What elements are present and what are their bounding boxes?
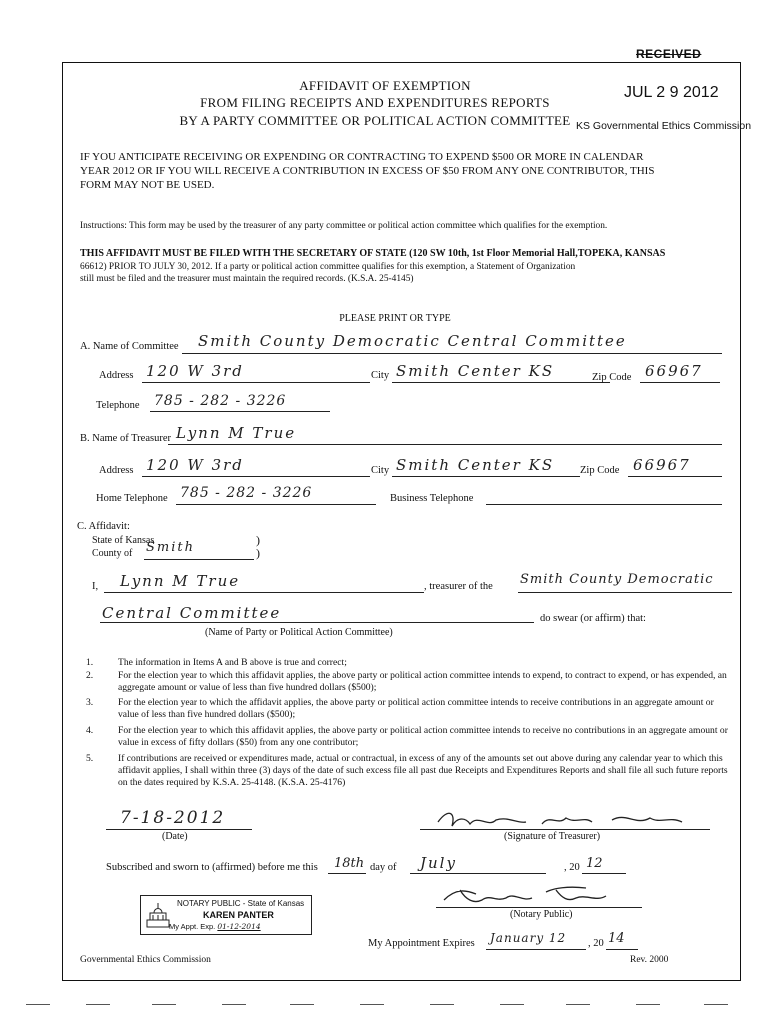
committee-address-label: Address [99, 370, 134, 381]
appointment-year-prefix: , 20 [588, 938, 604, 949]
received-stamp-agency: KS Governmental Ethics Commission [576, 120, 752, 132]
instructions-text: Instructions: This form may be used by the treasurer of any party committee or political action committee which qualifies for the exemption. [80, 221, 608, 231]
treasurer-address-label: Address [99, 465, 134, 476]
scan-dash [290, 1004, 314, 1005]
notary-caption: (Notary Public) [510, 909, 573, 920]
year-line [582, 873, 626, 874]
committee-city-field[interactable]: Smith Center KS [396, 362, 555, 380]
signature-line [420, 829, 710, 830]
please-print-heading: PLEASE PRINT OR TYPE [339, 313, 451, 324]
item-number: 5. [86, 753, 94, 764]
signing-date-line [106, 829, 252, 830]
item-text: If contributions are received or expenditures made, actual or contractual, in excess of any of the amounts set out above during any calendar year to which this affidavit applies, I shall within three (3) days of the date of such excess file all past due Receipts and Expenditures Reports and shall file all such future reports on the dates required by K.S.A. 25-4148. (K.S.A. 25-4176) [118, 753, 728, 788]
list-item [86, 753, 736, 788]
county-field[interactable]: Smith [146, 540, 195, 555]
received-stamp-label: RECEIVED [636, 47, 702, 61]
home-phone-label: Home Telephone [96, 493, 168, 504]
notary-signature-line [436, 907, 642, 908]
warning-line3: FORM MAY NOT BE USED. [80, 179, 215, 191]
treasurer-zip-label: Zip Code [580, 465, 620, 476]
scan-dash [222, 1004, 246, 1005]
county-label: County of [92, 548, 133, 559]
committee-phone-line [150, 411, 330, 412]
treasurer-zip-field[interactable]: 66967 [633, 456, 691, 474]
item-number: 1. [86, 657, 94, 668]
committee-phone-field[interactable]: 785 - 282 - 3226 [154, 393, 287, 409]
date-caption: (Date) [162, 831, 188, 842]
scan-dash [430, 1004, 454, 1005]
committee-name-field[interactable]: Smith County Democratic Central Committee [198, 332, 627, 350]
year-prefix: , 20 [564, 862, 580, 873]
i-label: I, [92, 581, 99, 592]
form-title-line2: FROM FILING RECEIPTS AND EXPENDITURES REPORTS [200, 95, 550, 110]
county-bracket: ) [256, 546, 260, 560]
committee-zip-line [640, 382, 720, 383]
home-phone-line [176, 504, 376, 505]
treasurer-zip-line [628, 476, 722, 477]
affiant-name-field[interactable]: Lynn M True [120, 572, 241, 590]
list-item [86, 670, 736, 694]
filing-line3: still must be filed and the treasurer must maintain the required records. (K.S.A. 25-4145) [80, 274, 414, 284]
appointment-year-field[interactable]: 14 [608, 931, 625, 946]
affiant-name-line [104, 592, 424, 593]
list-item [86, 697, 736, 721]
notary-day-field[interactable]: 18th [334, 856, 365, 871]
treasurer-name-field[interactable]: Lynn M True [176, 424, 297, 442]
scan-dash [26, 1004, 50, 1005]
scan-dash [500, 1004, 524, 1005]
business-phone-line [486, 504, 722, 505]
subscribed-label: Subscribed and sworn to (affirmed) before me this [106, 862, 318, 873]
state-label: State of Kansas [92, 535, 155, 546]
committee-caption: (Name of Party or Political Action Committee) [205, 627, 393, 638]
item-text: The information in Items A and B above is true and correct; [118, 657, 347, 668]
committee-phone-label: Telephone [96, 400, 140, 411]
item-text: For the election year to which the affidavit applies, the above party or political action committee intends to receive contributions in an aggregate amount or value of less than five hundred dollars ($500); [118, 697, 714, 720]
committee-name-label: A. Name of Committee [80, 341, 179, 352]
day-line [328, 873, 366, 874]
form-border [62, 62, 741, 981]
party-name-field[interactable]: Smith County Democratic [520, 572, 714, 587]
scan-dash [86, 1004, 110, 1005]
home-phone-field[interactable]: 785 - 282 - 3226 [180, 485, 313, 501]
party-name-line [518, 592, 732, 593]
warning-line1: IF YOU ANTICIPATE RECEIVING OR EXPENDING OR CONTRACTING TO EXPEND $500 OR MORE IN CALENDAR [80, 151, 644, 163]
item-number: 3. [86, 697, 94, 708]
county-line [144, 559, 254, 560]
treasurer-name-label: B. Name of Treasurer [80, 433, 171, 444]
received-stamp-date: JUL 2 9 2012 [624, 84, 719, 101]
swear-label: do swear (or affirm) that: [540, 613, 646, 624]
committee-line [100, 622, 534, 623]
notary-seal-name: KAREN PANTER [203, 910, 274, 920]
appointment-year-line [606, 949, 638, 950]
business-phone-label: Business Telephone [390, 493, 474, 504]
warning-line2: YEAR 2012 OR IF YOU WILL RECEIVE A CONTRIBUTION IN EXCESS OF $50 FROM ANY ONE CONTRIBUTOR, THIS [80, 165, 655, 177]
month-line [410, 873, 546, 874]
notary-year-field[interactable]: 12 [586, 856, 603, 871]
scan-dash [704, 1004, 728, 1005]
appointment-date-field[interactable]: January 12 [490, 931, 567, 945]
list-item [86, 725, 736, 749]
form-title-line1: AFFIDAVIT OF EXEMPTION [299, 78, 471, 93]
item-number: 4. [86, 725, 94, 736]
state-bracket: ) [256, 533, 260, 547]
treasurer-name-line [168, 444, 722, 445]
list-item [86, 657, 736, 669]
committee-zip-label: Zip Code [592, 372, 632, 383]
treasurer-address-field[interactable]: 120 W 3rd [146, 456, 244, 474]
scan-dash [566, 1004, 590, 1005]
signature-caption: (Signature of Treasurer) [504, 831, 601, 842]
notary-seal-title: NOTARY PUBLIC - State of Kansas [177, 899, 305, 908]
treasurer-address-line [142, 476, 370, 477]
committee-field[interactable]: Central Committee [102, 604, 282, 622]
filing-line1: THIS AFFIDAVIT MUST BE FILED WITH THE SECRETARY OF STATE (120 SW 10th, 1st Floor Memorial Hall,TOPEKA, KANSAS [80, 248, 666, 259]
appointment-label: My Appointment Expires [368, 938, 475, 949]
item-text: For the election year to which this affidavit applies, the above party or political action committee intends to receive no contributions in an aggregate amount or value in excess of fifty dollars ($50) from any one contributor; [118, 725, 728, 748]
scan-dash [636, 1004, 660, 1005]
scan-dash [360, 1004, 384, 1005]
item-text: For the election year to which this affidavit applies, the above party or political action committee intends to expend, to contract to expend, or has expended, an aggregate amount or value of less than five hundred dollars ($500); [118, 670, 727, 693]
notary-seal-expires: My Appt. Exp. 01-12-2014 [169, 922, 261, 931]
affidavit-label: C. Affidavit: [77, 521, 130, 532]
form-title-line3: BY A PARTY COMMITTEE OR POLITICAL ACTION COMMITTEE [179, 113, 571, 128]
committee-city-label: City [371, 370, 390, 381]
notary-month-field[interactable]: July [420, 854, 457, 872]
notary-seal [140, 895, 312, 935]
day-of-label: day of [370, 862, 397, 873]
treasurer-city-label: City [371, 465, 390, 476]
item-number: 2. [86, 670, 94, 681]
treasurer-of-label: , treasurer of the [424, 581, 493, 592]
capitol-icon [145, 900, 171, 930]
committee-address-field[interactable]: 120 W 3rd [146, 362, 244, 380]
scan-dash [152, 1004, 176, 1005]
committee-zip-field[interactable]: 66967 [645, 362, 703, 380]
treasurer-city-field[interactable]: Smith Center KS [396, 456, 555, 474]
filing-line2: 66612) PRIOR TO JULY 30, 2012. If a party or political action committee qualifies for this exemption, a Statement of Organization [80, 262, 576, 272]
footer-revision: Rev. 2000 [630, 955, 669, 965]
committee-name-line [182, 353, 722, 354]
footer-agency: Governmental Ethics Commission [80, 955, 211, 965]
appointment-line [486, 949, 586, 950]
committee-city-line [392, 382, 610, 383]
committee-address-line [142, 382, 370, 383]
treasurer-city-line [392, 476, 580, 477]
signing-date-field[interactable]: 7-18-2012 [120, 808, 226, 828]
